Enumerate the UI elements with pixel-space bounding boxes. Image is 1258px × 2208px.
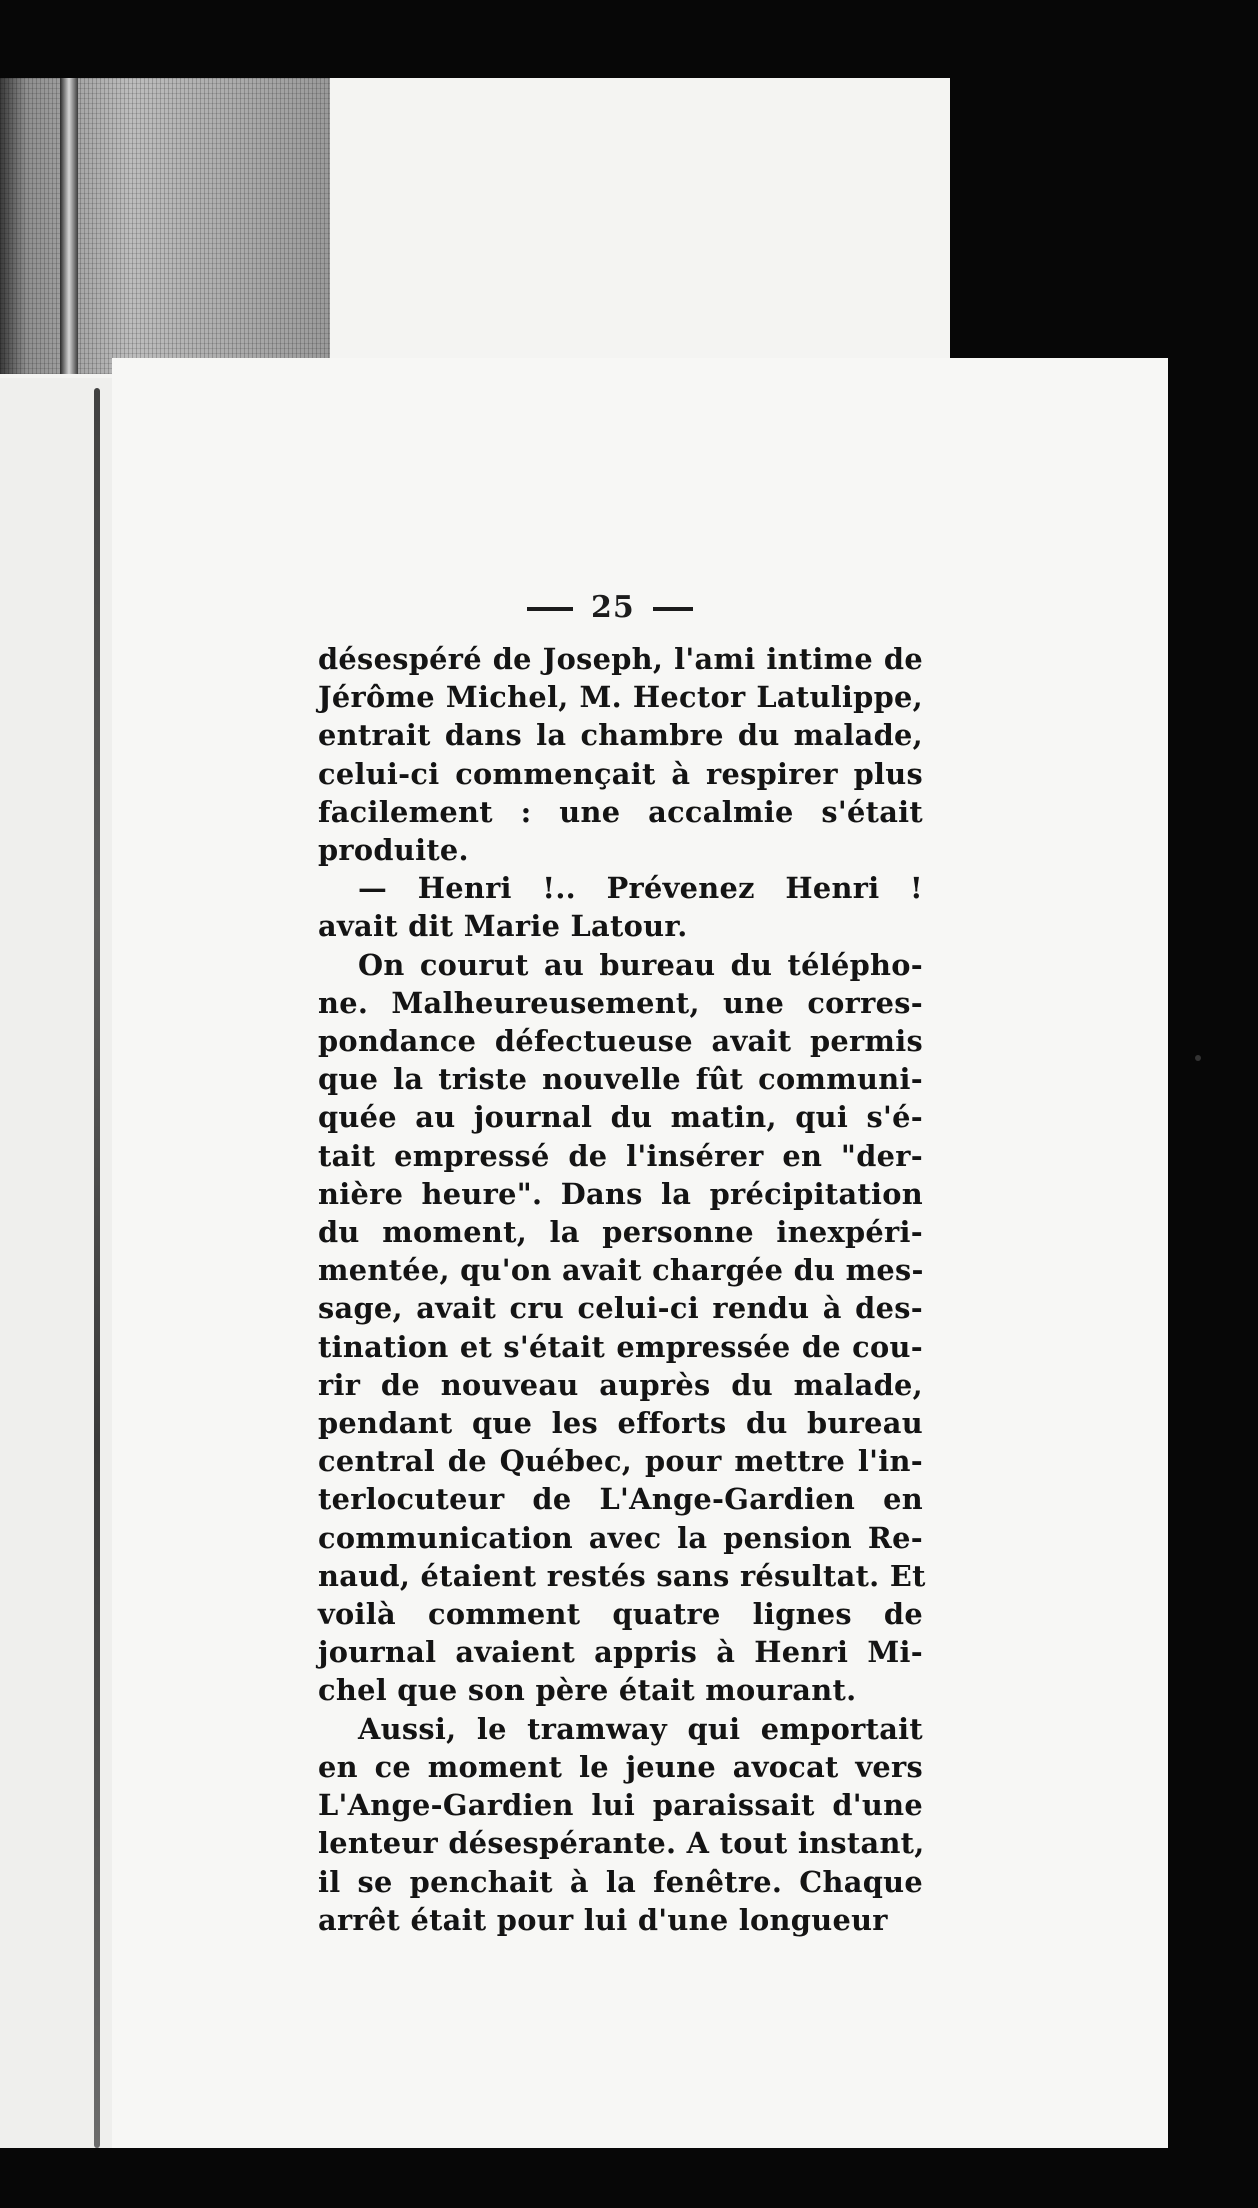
text-line: il se penchait à la fenêtre. Chaque [318, 1864, 923, 1899]
page-gutter-shadow [94, 388, 100, 2148]
text-line: mentée, qu'on avait chargée du mes- [318, 1253, 924, 1288]
text-line: journal avaient appris à Henri Mi- [318, 1635, 923, 1670]
text-line: désespéré de Joseph, l'ami intime de [318, 642, 923, 676]
text-line: produite. [318, 833, 469, 868]
paragraph [318, 640, 923, 869]
page-number: 25 [527, 590, 907, 625]
paragraph [318, 1710, 923, 1939]
body-text [318, 640, 926, 1939]
book-page [112, 358, 1168, 2148]
text-line: Aussi, le tramway qui emportait [358, 1711, 923, 1746]
text-line: — Henri !.. Prévenez Henri ! [358, 871, 923, 906]
text-line: central de Québec, pour mettre l'in- [318, 1444, 923, 1479]
text-line: pondance défectueuse avait permis [318, 1024, 923, 1059]
text-line: On courut au bureau du télépho- [358, 947, 923, 982]
paragraph [318, 946, 926, 1710]
text-line: lenteur désespérante. A tout instant, [318, 1826, 925, 1861]
text-line: sage, avait cru celui-ci rendu à des- [318, 1291, 923, 1326]
text-line: ne. Malheureusement, une corres- [318, 985, 923, 1020]
text-line: voilà comment quatre lignes de [318, 1597, 923, 1632]
text-line: avait dit Marie Latour. [318, 909, 688, 944]
text-line: quée au journal du matin, qui s'é- [318, 1100, 923, 1135]
text-line: pendant que les efforts du bureau [318, 1406, 923, 1441]
text-line: tait empressé de l'insérer en "der- [318, 1138, 923, 1173]
text-line: celui-ci commençait à respirer plus [318, 756, 923, 791]
text-line: communication avec la pension Re- [318, 1520, 923, 1555]
text-line: chel que son père était mourant. [318, 1673, 857, 1708]
text-line: nière heure". Dans la précipitation [318, 1176, 923, 1211]
scan-speck [1195, 1055, 1201, 1061]
text-line: naud, étaient restés sans résultat. Et [318, 1558, 926, 1593]
book-binding-cloth [0, 78, 330, 374]
text-line: tination et s'était empressée de cou- [318, 1329, 923, 1364]
text-line: rir de nouveau auprès du malade, [318, 1367, 923, 1402]
text-line: du moment, la personne inexpéri- [318, 1215, 923, 1250]
text-line: terlocuteur de L'Ange-Gardien en [318, 1482, 923, 1517]
text-line: facilement : une accalmie s'était [318, 794, 923, 829]
text-line: arrêt était pour lui d'une longueur [318, 1902, 888, 1937]
text-line: entrait dans la chambre du malade, [318, 718, 923, 753]
text-line: que la triste nouvelle fût communi- [318, 1062, 923, 1097]
paragraph [318, 869, 923, 945]
text-line: en ce moment le jeune avocat vers [318, 1749, 923, 1784]
text-line: L'Ange-Gardien lui paraissait d'une [318, 1788, 923, 1823]
text-line: Jérôme Michel, M. Hector Latulippe, [318, 680, 923, 715]
